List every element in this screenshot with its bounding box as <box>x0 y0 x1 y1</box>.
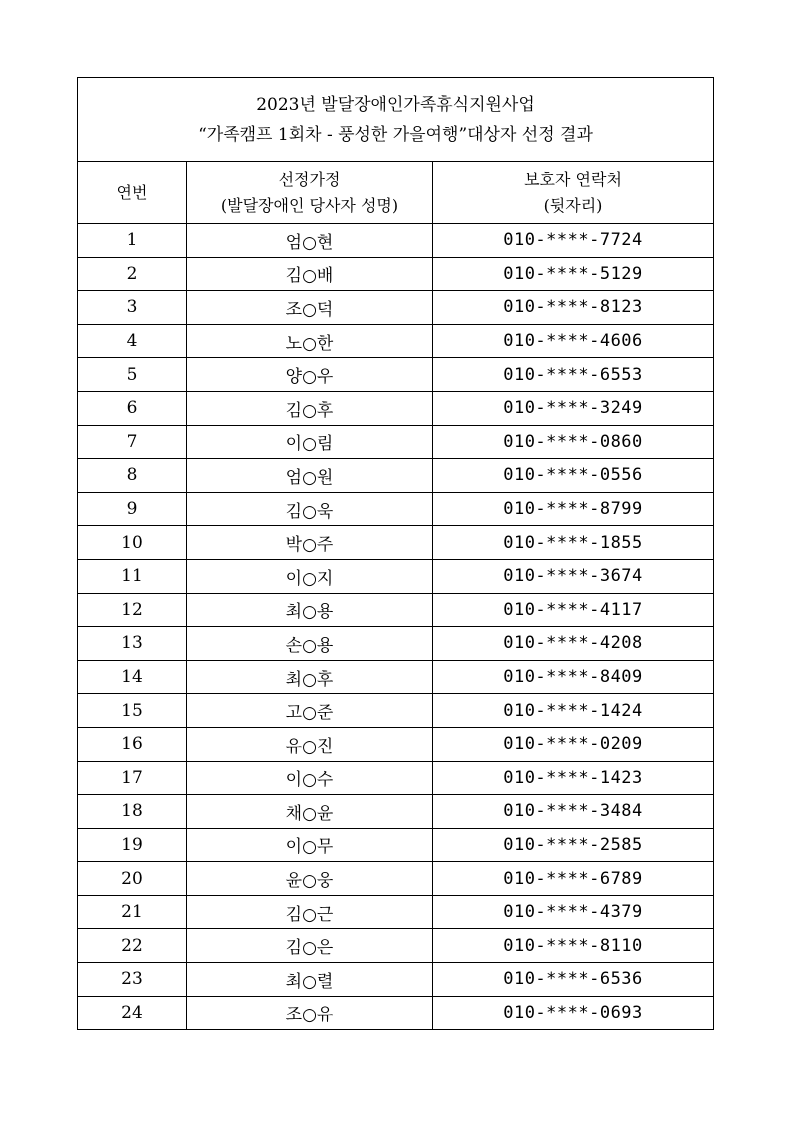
table-row <box>78 895 714 929</box>
table-row <box>78 963 714 997</box>
column-header-phone <box>433 162 714 224</box>
row-name: 이○림 <box>187 425 433 459</box>
row-number: 16 <box>78 727 187 761</box>
row-phone: 010-****-7724 <box>433 224 714 258</box>
row-phone: 010-****-6789 <box>433 862 714 896</box>
row-number: 14 <box>78 660 187 694</box>
row-number: 20 <box>78 862 187 896</box>
row-phone: 010-****-4208 <box>433 627 714 661</box>
table-row <box>78 761 714 795</box>
row-phone: 010-****-0556 <box>433 459 714 493</box>
row-number: 23 <box>78 963 187 997</box>
table-row <box>78 694 714 728</box>
table-row <box>78 391 714 425</box>
row-phone: 010-****-0693 <box>433 996 714 1030</box>
row-name: 엄○원 <box>187 459 433 493</box>
row-phone: 010-****-1424 <box>433 694 714 728</box>
row-phone: 010-****-4117 <box>433 593 714 627</box>
table-row <box>78 324 714 358</box>
table-row <box>78 593 714 627</box>
column-header-name-line-2: (발달장애인 당사자 성명) <box>220 195 399 215</box>
row-phone: 010-****-3484 <box>433 795 714 829</box>
row-phone: 010-****-1423 <box>433 761 714 795</box>
row-phone: 010-****-2585 <box>433 828 714 862</box>
table-row <box>78 660 714 694</box>
row-name: 김○근 <box>187 895 433 929</box>
header-row <box>78 162 714 224</box>
row-phone: 010-****-0209 <box>433 727 714 761</box>
table-row <box>78 459 714 493</box>
row-name: 조○덕 <box>187 291 433 325</box>
row-phone: 010-****-4606 <box>433 324 714 358</box>
row-name: 엄○현 <box>187 224 433 258</box>
title-row <box>78 78 714 162</box>
row-number: 1 <box>78 224 187 258</box>
row-name: 고○준 <box>187 694 433 728</box>
table-row <box>78 727 714 761</box>
row-name: 최○렬 <box>187 963 433 997</box>
row-name: 이○수 <box>187 761 433 795</box>
row-number: 9 <box>78 492 187 526</box>
table-row <box>78 828 714 862</box>
table-row <box>78 559 714 593</box>
table-row <box>78 425 714 459</box>
title-line-2: “가족캠프 1회차 - 풍성한 가을여행”대상자 선정 결과 <box>198 124 593 145</box>
row-phone: 010-****-8110 <box>433 929 714 963</box>
row-phone: 010-****-3249 <box>433 391 714 425</box>
row-number: 12 <box>78 593 187 627</box>
row-number: 10 <box>78 526 187 560</box>
row-number: 13 <box>78 627 187 661</box>
row-name: 노○한 <box>187 324 433 358</box>
row-name: 양○우 <box>187 358 433 392</box>
row-name: 박○주 <box>187 526 433 560</box>
table-row <box>78 358 714 392</box>
column-header-name-line-1: 선정가정 <box>278 169 341 189</box>
table-body <box>78 224 714 1030</box>
row-phone: 010-****-8409 <box>433 660 714 694</box>
row-name: 김○후 <box>187 391 433 425</box>
row-name: 김○욱 <box>187 492 433 526</box>
table-row <box>78 929 714 963</box>
row-phone: 010-****-8123 <box>433 291 714 325</box>
table-row <box>78 257 714 291</box>
row-name: 최○용 <box>187 593 433 627</box>
row-number: 17 <box>78 761 187 795</box>
row-number: 22 <box>78 929 187 963</box>
row-name: 채○윤 <box>187 795 433 829</box>
row-number: 24 <box>78 996 187 1030</box>
row-phone: 010-****-8799 <box>433 492 714 526</box>
row-name: 이○지 <box>187 559 433 593</box>
row-name: 김○배 <box>187 257 433 291</box>
row-number: 18 <box>78 795 187 829</box>
column-header-phone-line-2: (뒷자리) <box>543 195 603 215</box>
row-name: 김○은 <box>187 929 433 963</box>
selection-results-table <box>77 77 714 1030</box>
column-header-phone-line-1: 보호자 연락처 <box>524 169 622 189</box>
row-phone: 010-****-1855 <box>433 526 714 560</box>
row-phone: 010-****-4379 <box>433 895 714 929</box>
row-number: 7 <box>78 425 187 459</box>
table-row <box>78 627 714 661</box>
row-phone: 010-****-6536 <box>433 963 714 997</box>
row-number: 11 <box>78 559 187 593</box>
row-number: 8 <box>78 459 187 493</box>
row-name: 윤○웅 <box>187 862 433 896</box>
table-row <box>78 492 714 526</box>
table-row <box>78 862 714 896</box>
row-phone: 010-****-3674 <box>433 559 714 593</box>
row-number: 4 <box>78 324 187 358</box>
column-header-name <box>187 162 433 224</box>
row-name: 이○무 <box>187 828 433 862</box>
row-number: 19 <box>78 828 187 862</box>
row-number: 21 <box>78 895 187 929</box>
row-number: 2 <box>78 257 187 291</box>
row-name: 유○진 <box>187 727 433 761</box>
table-row <box>78 795 714 829</box>
row-phone: 010-****-6553 <box>433 358 714 392</box>
row-number: 6 <box>78 391 187 425</box>
row-name: 손○용 <box>187 627 433 661</box>
row-number: 5 <box>78 358 187 392</box>
row-number: 3 <box>78 291 187 325</box>
title-line-1: 2023년 발달장애인가족휴식지원사업 <box>256 94 535 115</box>
column-header-no: 연번 <box>78 162 187 224</box>
table-row <box>78 224 714 258</box>
row-name: 조○유 <box>187 996 433 1030</box>
row-phone: 010-****-5129 <box>433 257 714 291</box>
table-row <box>78 996 714 1030</box>
table-row <box>78 526 714 560</box>
document-title <box>78 78 714 162</box>
row-number: 15 <box>78 694 187 728</box>
row-name: 최○후 <box>187 660 433 694</box>
row-phone: 010-****-0860 <box>433 425 714 459</box>
table-row <box>78 291 714 325</box>
